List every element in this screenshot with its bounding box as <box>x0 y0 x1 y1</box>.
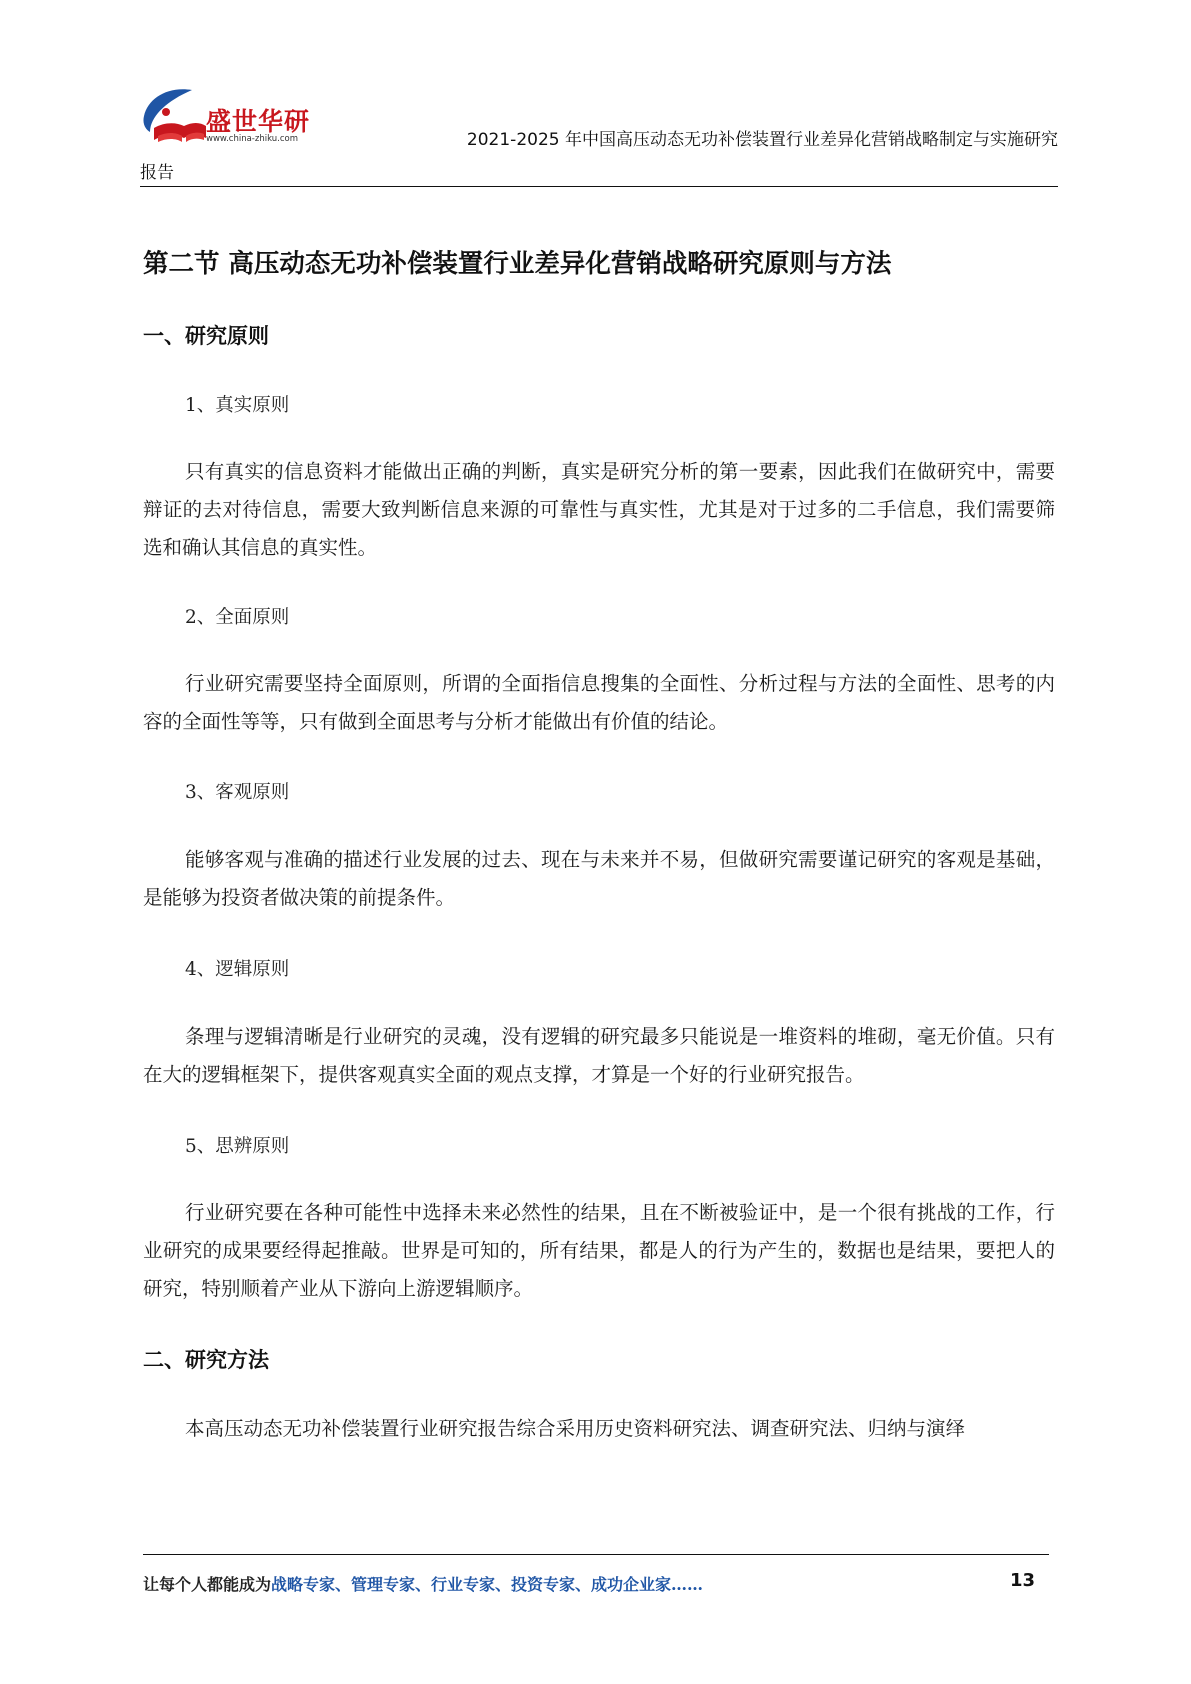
principle-2-text: 行业研究需要坚持全面原则，所谓的全面指信息搜集的全面性、分析过程与方法的全面性、思考的内容的全面性等等，只有做到全面思考与分析才能做出有价值的结论。 <box>143 672 1055 733</box>
page-number: 13 <box>1010 1570 1036 1591</box>
principles-heading: 一、研究原则 <box>143 324 269 348</box>
principle-5-text: 行业研究要在各种可能性中选择未来必然性的结果，且在不断被验证中，是一个很有挑战的工作，行业研究的成果要经得起推敲。世界是可知的，所有结果，都是人的行为产生的，数据也是结果，要把人的研究，特别顺着产业从下游向上游逻辑顺序。 <box>143 1201 1055 1300</box>
slogan-highlight: 战略专家、管理专家、行业专家、投资专家、成功企业家…… <box>271 1575 704 1594</box>
principle-5-label: 5、思辨原则 <box>185 1136 290 1157</box>
methods-heading: 二、研究方法 <box>143 1348 269 1372</box>
logo-wordmark: 盛世华研 <box>206 107 311 136</box>
logo-url: www.china-zhiku.com <box>206 134 298 144</box>
report-title: 2021-2025 年中国高压动态无功补偿装置行业差异化营销战略制定与实施研究 <box>466 130 1058 150</box>
footer-divider <box>143 1554 1049 1555</box>
header-divider <box>140 186 1058 187</box>
principle-4-text: 条理与逻辑清晰是行业研究的灵魂，没有逻辑的研究最多只能说是一堆资料的堆砌，毫无价值。只有在大的逻辑框架下，提供客观真实全面的观点支撑，才算是一个好的行业研究报告。 <box>143 1025 1055 1086</box>
book-swoosh-icon <box>140 84 210 158</box>
principle-2-label: 2、全面原则 <box>185 607 290 628</box>
principle-1-text: 只有真实的信息资料才能做出正确的判断，真实是研究分析的第一要素，因此我们在做研究中，需要辩证的去对待信息，需要大致判断信息来源的可靠性与真实性，尤其是对于过多的二手信息，我们需要筛选和确认其信息的真实性。 <box>143 460 1055 559</box>
principle-3-label: 3、客观原则 <box>185 782 290 803</box>
principle-3-text: 能够客观与准确的描述行业发展的过去、现在与未来并不易，但做研究需要谨记研究的客观是基础，是能够为投资者做决策的前提条件。 <box>143 848 1055 909</box>
principle-4-label: 4、逻辑原则 <box>185 959 290 980</box>
section-title: 第二节 高压动态无功补偿装置行业差异化营销战略研究原则与方法 <box>143 249 892 279</box>
principle-1-label: 1、真实原则 <box>185 395 290 416</box>
report-title-continuation: 报告 <box>140 163 174 183</box>
methods-text: 本高压动态无功补偿装置行业研究报告综合采用历史资料研究法、调查研究法、归纳与演绎 <box>185 1417 966 1440</box>
company-logo <box>140 84 330 158</box>
slogan-prefix: 让每个人都能成为 <box>143 1575 272 1594</box>
footer-slogan <box>143 1572 703 1595</box>
